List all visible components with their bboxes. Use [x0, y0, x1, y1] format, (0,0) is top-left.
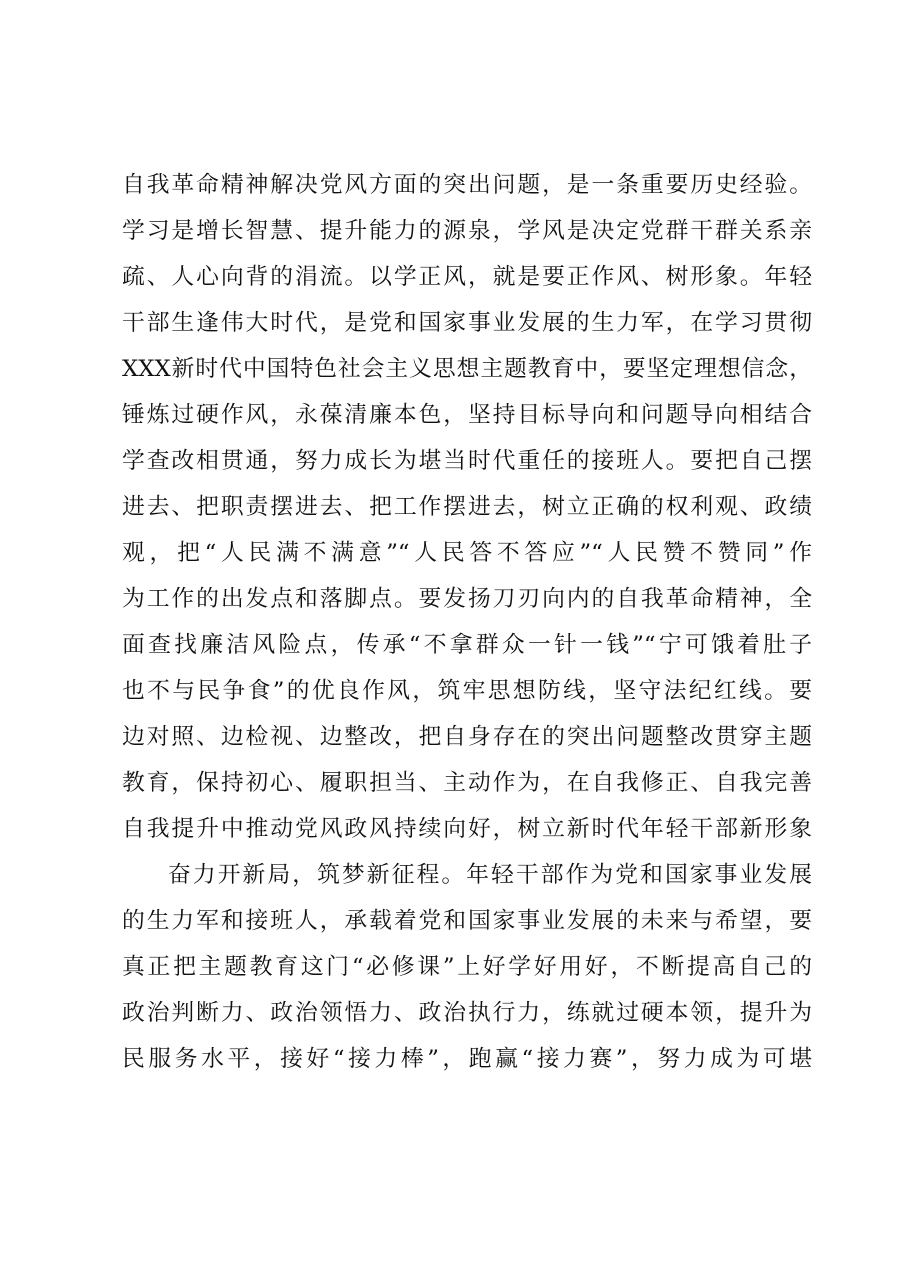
text-line-2: 学习是增长智慧、提升能力的源泉，学风是决定党群干群关系亲 — [122, 218, 812, 244]
text-line-17: 的生力军和接班人，承载着党和国家事业发展的未来与希望，要 — [122, 908, 812, 934]
text-line-6: 锤炼过硬作风，永葆清廉本色，坚持目标导向和问题导向相结合 — [122, 402, 812, 428]
text-line-10: 为工作的出发点和落脚点。要发扬刀刃向内的自我革命精神，全 — [122, 586, 812, 612]
text-line-14: 教育，保持初心、履职担当、主动作为，在自我修正、自我完善 — [122, 770, 812, 796]
text-line-13: 边对照、边检视、边整改，把自身存在的突出问题整改贯穿主题 — [122, 724, 812, 750]
text-line-7: 学查改相贯通，努力成长为堪当时代重任的接班人。要把自己摆 — [122, 448, 812, 474]
text-line-18: 真正把主题教育这门“必修课”上好学好用好，不断提高自己的 — [122, 954, 812, 980]
text-line-8: 进去、把职责摆进去、把工作摆进去，树立正确的权利观、政绩 — [122, 494, 812, 520]
body-text — [122, 162, 812, 1082]
text-line-19: 政治判断力、政治领悟力、政治执行力，练就过硬本领，提升为 — [122, 1000, 812, 1026]
text-line-12: 也不与民争食”的优良作风，筑牢思想防线，坚守法纪红线。要 — [122, 678, 812, 704]
text-line-9: 观，把“人民满不满意”“人民答不答应”“人民赞不赞同”作 — [122, 540, 812, 566]
text-line-5: XXX新时代中国特色社会主义思想主题教育中，要坚定理想信念， — [122, 356, 812, 382]
text-line-4: 干部生逢伟大时代，是党和国家事业发展的生力军，在学习贯彻 — [122, 310, 812, 336]
text-line-3: 疏、人心向背的涓流。以学正风，就是要正作风、树形象。年轻 — [122, 264, 812, 290]
text-line-15: 自我提升中推动党风政风持续向好，树立新时代年轻干部新形象 — [122, 816, 812, 842]
text-line-1: 自我革命精神解决党风方面的突出问题，是一条重要历史经验。 — [122, 172, 812, 198]
text-line-16: 奋力开新局，筑梦新征程。年轻干部作为党和国家事业发展 — [168, 862, 812, 888]
text-line-20: 民服务水平，接好“接力棒”，跑赢“接力赛”，努力成为可堪 — [122, 1046, 812, 1072]
text-line-11: 面查找廉洁风险点，传承“不拿群众一针一钱”“宁可饿着肚子 — [122, 632, 812, 658]
